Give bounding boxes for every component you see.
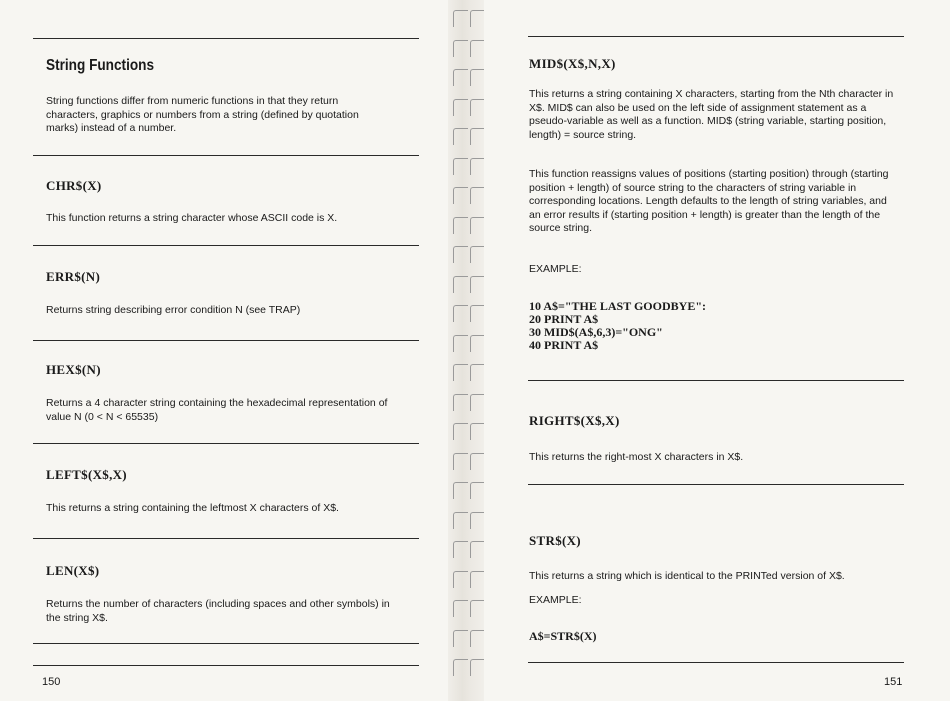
binding-ring [453, 600, 468, 617]
binding-ring [453, 630, 468, 647]
binding-ring [470, 453, 485, 470]
binding-ring [470, 541, 485, 558]
binding-ring [453, 305, 468, 322]
binding-ring [453, 158, 468, 175]
binding-ring [470, 187, 485, 204]
binding-ring [453, 541, 468, 558]
footer-rule [528, 662, 904, 663]
example-label: EXAMPLE: [529, 594, 582, 606]
entry-text: This returns the right-most X characters in X$. [529, 451, 744, 463]
binding-ring [453, 482, 468, 499]
entry-text: This returns a string containing X characters, starting from the Nth character in X$. MID$ can also be used on the left side of assignment statement as a pseudo-variable as well as a function. MID$ (string variable, starting position, length) = source string. [529, 88, 894, 141]
code-line: 20 PRINT A$ [529, 312, 599, 326]
code-line: 10 A$="THE LAST GOODBYE": [529, 299, 706, 313]
section-rule [33, 538, 419, 539]
binding-ring [470, 10, 485, 27]
code-example [529, 300, 706, 352]
binding-ring [470, 305, 485, 322]
entry-text: Returns a 4 character string containing the hexadecimal representation of value N (0 < N < 65535) [46, 397, 388, 423]
binding-ring [470, 69, 485, 86]
binding-ring [470, 99, 485, 116]
page-number: 151 [884, 676, 903, 688]
left-page [0, 0, 448, 701]
binding-ring [470, 630, 485, 647]
section-rule [33, 340, 419, 341]
binding-ring [470, 571, 485, 588]
entry-heading: LEN(X$) [46, 563, 100, 578]
binding-ring [453, 659, 468, 676]
binding-ring [470, 217, 485, 234]
binding-ring [453, 217, 468, 234]
binding-ring [470, 394, 485, 411]
entry-text: This returns a string containing the leftmost X characters of X$. [46, 502, 339, 514]
binding-ring [453, 10, 468, 27]
top-rule [33, 38, 419, 39]
binding-ring [453, 394, 468, 411]
binding-ring [470, 335, 485, 352]
section-rule [528, 484, 904, 485]
section-rule [33, 155, 419, 156]
entry-heading: ERR$(N) [46, 269, 101, 284]
footer-rule [33, 665, 419, 666]
entry-text: Returns the number of characters (including spaces and other symbols) in the string X$. [46, 598, 390, 624]
binding-ring [453, 276, 468, 293]
code-line: 40 PRINT A$ [529, 338, 599, 352]
binding-ring [453, 453, 468, 470]
section-rule [33, 643, 419, 644]
entry-heading: HEX$(N) [46, 362, 101, 377]
binding-ring [470, 246, 485, 263]
intro-text: String functions differ from numeric functions in that they return characters, graphics or numbers from a string (defined by quotation marks) instead of a number. [46, 95, 359, 134]
entry-heading: LEFT$(X$,X) [46, 467, 127, 482]
binding-ring [470, 128, 485, 145]
page-title: String Functions [46, 57, 155, 74]
binding-ring [453, 364, 468, 381]
entry-text: Returns string describing error condition N (see TRAP) [46, 304, 301, 316]
entry-heading: MID$(X$,N,X) [529, 56, 616, 71]
right-page [484, 0, 950, 701]
entry-text: This function reassigns values of positions (starting position) through (starting position + length) of source string to the characters of string variable in corresponding locations. Length defaults to the length of string variables, and an error results if (starting position + length) is greater than the length of the source string. [529, 168, 889, 234]
binding-ring [453, 187, 468, 204]
binding-ring [453, 128, 468, 145]
example-label: EXAMPLE: [529, 263, 582, 275]
binding-ring [470, 40, 485, 57]
entry-text: This returns a string which is identical to the PRINTed version of X$. [529, 570, 845, 582]
binding-ring [453, 99, 468, 116]
binding-spine [448, 0, 484, 701]
entry-text: This function returns a string character whose ASCII code is X. [46, 212, 338, 224]
binding-ring [453, 423, 468, 440]
binding-ring [453, 335, 468, 352]
binding-ring [453, 571, 468, 588]
binding-ring [453, 40, 468, 57]
top-rule [528, 36, 904, 37]
code-line: 30 MID$(A$,6,3)="ONG" [529, 325, 663, 339]
binding-ring [470, 600, 485, 617]
binding-ring [470, 482, 485, 499]
binding-ring [470, 364, 485, 381]
entry-heading: CHR$(X) [46, 178, 102, 193]
binding-ring [470, 423, 485, 440]
entry-heading: STR$(X) [529, 533, 581, 548]
binding-ring [453, 69, 468, 86]
binding-ring [453, 246, 468, 263]
section-rule [33, 245, 419, 246]
section-rule [528, 380, 904, 381]
binding-ring [470, 158, 485, 175]
code-example: A$=STR$(X) [529, 629, 597, 643]
section-rule [33, 443, 419, 444]
entry-heading: RIGHT$(X$,X) [529, 413, 620, 428]
binding-ring [470, 512, 485, 529]
binding-ring [470, 659, 485, 676]
binding-ring [453, 512, 468, 529]
binding-ring [470, 276, 485, 293]
page-number: 150 [42, 676, 61, 688]
